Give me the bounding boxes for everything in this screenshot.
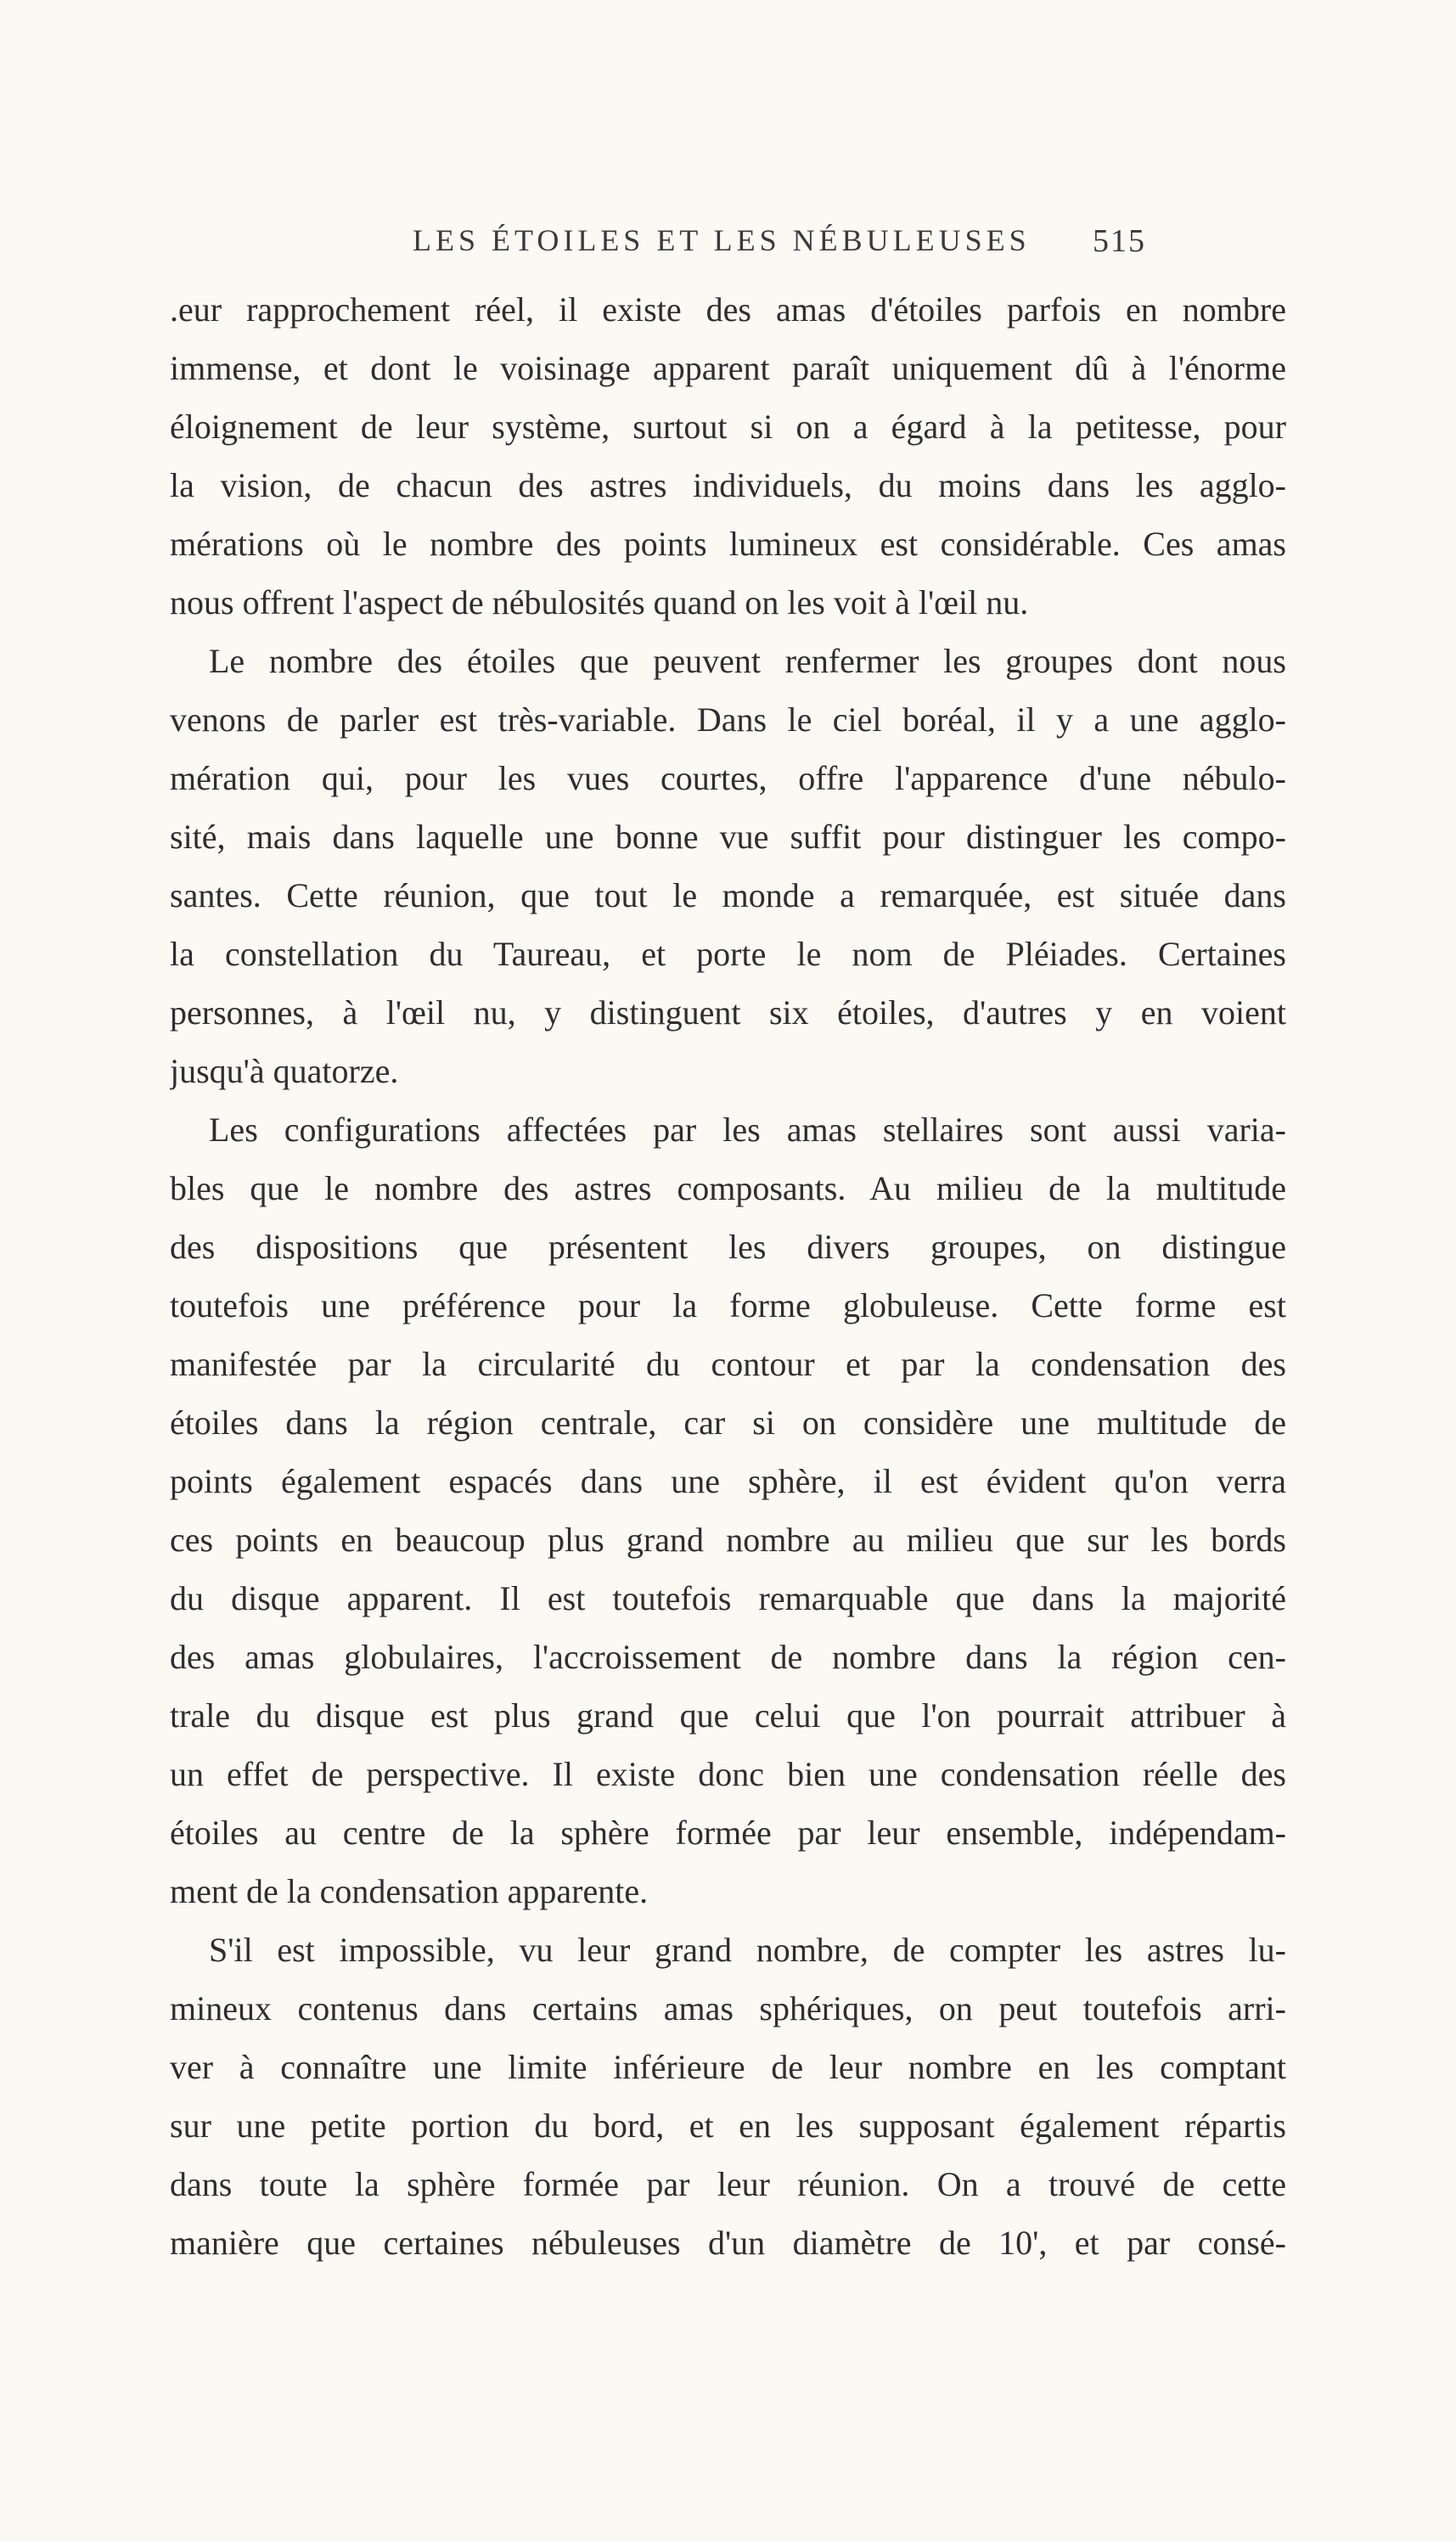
text-line: des dispositions que présentent les divers groupes, on distingue xyxy=(170,1228,1286,1266)
text-line: venons de parler est très-variable. Dans le ciel boréal, il y a une agglo- xyxy=(170,700,1286,739)
text-line: ces points en beaucoup plus grand nombre au milieu que sur les bords xyxy=(170,1521,1286,1559)
text-line: S'il est impossible, vu leur grand nombre, de compter les astres lu- xyxy=(209,1931,1286,1969)
text-line: .eur rapprochement réel, il existe des amas d'étoiles parfois en nombre xyxy=(170,290,1286,329)
text-line: trale du disque est plus grand que celui que l'on pourrait attribuer à xyxy=(170,1696,1286,1735)
text-line: santes. Cette réunion, que tout le monde a remarquée, est située dans xyxy=(170,876,1286,914)
text-line: dans toute la sphère formée par leur réunion. On a trouvé de cette xyxy=(170,2165,1286,2203)
text-line: étoiles au centre de la sphère formée par leur ensemble, indépendam- xyxy=(170,1814,1286,1852)
text-line: mération qui, pour les vues courtes, offre l'apparence d'une nébulo- xyxy=(170,759,1286,797)
text-line: immense, et dont le voisinage apparent paraît uniquement dû à l'énorme xyxy=(170,349,1286,387)
text-line: éloignement de leur système, surtout si on a égard à la petitesse, pour xyxy=(170,408,1286,446)
text-line: ment de la condensation apparente. xyxy=(170,1872,649,1910)
page-number: 515 xyxy=(1093,223,1146,259)
text-line: un effet de perspective. Il existe donc bien une condensation réelle des xyxy=(170,1755,1286,1793)
text-line: sur une petite portion du bord, et en les supposant également répartis xyxy=(170,2106,1286,2145)
text-line: étoiles dans la région centrale, car si on considère une multitude de xyxy=(170,1403,1286,1442)
text-line: ver à connaître une limite inférieure de leur nombre en les comptant xyxy=(170,2048,1286,2086)
text-line: bles que le nombre des astres composants. Au milieu de la multitude xyxy=(170,1169,1286,1207)
text-line: du disque apparent. Il est toutefois remarquable que dans la majorité xyxy=(170,1579,1286,1617)
text-line: jusqu'à quatorze. xyxy=(170,1052,399,1090)
text-line: toutefois une préférence pour la forme globuleuse. Cette forme est xyxy=(170,1286,1286,1324)
text-line: la vision, de chacun des astres individuels, du moins dans les agglo- xyxy=(170,466,1286,504)
text-line: points également espacés dans une sphère, il est évident qu'on verra xyxy=(170,1462,1286,1500)
text-line: manifestée par la circularité du contour et par la condensation des xyxy=(170,1345,1286,1383)
text-line: Les configurations affectées par les amas stellaires sont aussi varia- xyxy=(209,1111,1286,1149)
body-text xyxy=(170,280,1286,2272)
text-line: manière que certaines nébuleuses d'un diamètre de 10', et par consé- xyxy=(170,2224,1286,2262)
text-line: personnes, à l'œil nu, y distinguent six étoiles, d'autres y en voient xyxy=(170,993,1286,1032)
text-line: Le nombre des étoiles que peuvent renfermer les groupes dont nous xyxy=(209,642,1286,680)
running-title: LES ÉTOILES ET LES NÉBULEUSES xyxy=(413,223,1031,257)
text-line: mineux contenus dans certains amas sphériques, on peut toutefois arri- xyxy=(170,1989,1286,2027)
running-head xyxy=(399,222,1146,265)
text-line: la constellation du Taureau, et porte le nom de Pléiades. Certaines xyxy=(170,935,1286,973)
text-line: mérations où le nombre des points lumineux est considérable. Ces amas xyxy=(170,525,1286,563)
text-line: nous offrent l'aspect de nébulosités quand on les voit à l'œil nu. xyxy=(170,583,1029,621)
text-line: sité, mais dans laquelle une bonne vue suffit pour distinguer les compo- xyxy=(170,818,1286,856)
text-line: des amas globulaires, l'accroissement de nombre dans la région cen- xyxy=(170,1638,1286,1676)
